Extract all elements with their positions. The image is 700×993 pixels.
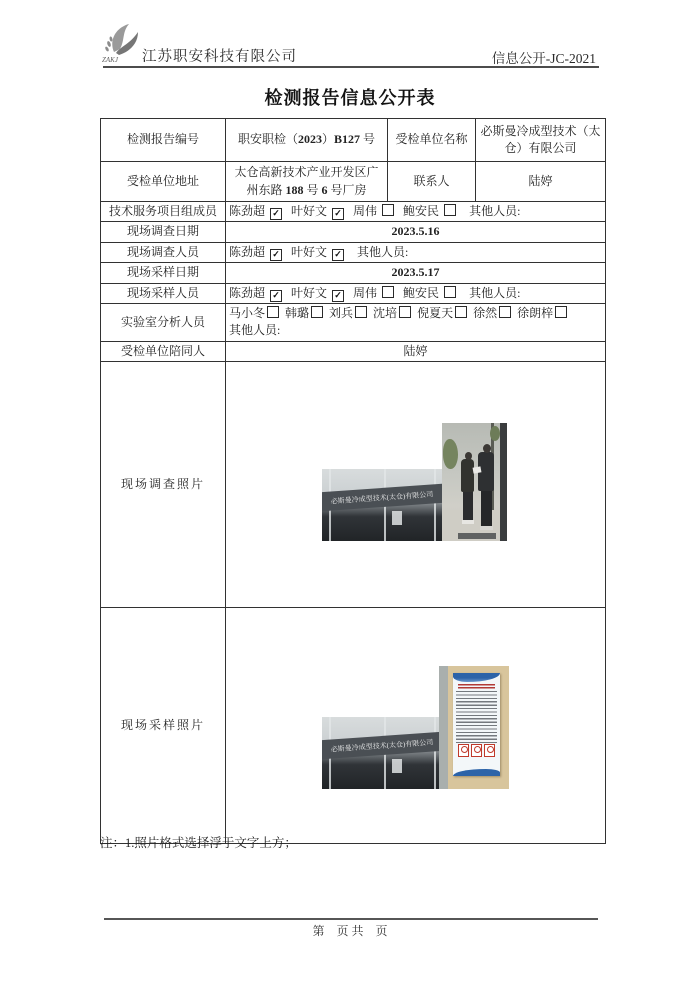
- member-checkbox-item: 鲍安民: [403, 286, 456, 300]
- entrance-banner: 必斯曼冷成型技术(太仓)有限公司: [322, 731, 442, 759]
- contact-value: 陆婷: [476, 162, 606, 202]
- footer-rule: [104, 918, 598, 920]
- checkbox-unchecked-icon: [499, 306, 511, 318]
- contact-label: 联系人: [388, 162, 476, 202]
- row-report-no: [101, 119, 606, 162]
- checkbox-checked-icon: ✓: [270, 208, 282, 220]
- checkbox-checked-icon: ✓: [332, 249, 344, 261]
- page-number-text: 第 页 共 页: [312, 924, 388, 938]
- other-staff-label: 其他人员:: [469, 285, 521, 300]
- lab-staff-label: 实验室分析人员: [101, 303, 226, 341]
- other-staff-label: 其他人员:: [469, 204, 521, 218]
- escort-label: 受检单位陪同人: [101, 341, 226, 361]
- survey-photos-cell: [226, 362, 606, 608]
- checkbox-unchecked-icon: [399, 306, 411, 318]
- other-staff-label: 其他人员:: [357, 244, 409, 259]
- member-checkbox-item: 周伟: [353, 286, 394, 300]
- company-name: 江苏职安科技有限公司: [142, 49, 297, 65]
- photo-survey-people: [442, 423, 507, 541]
- project-team-members: [226, 202, 606, 222]
- photo-site-entrance: [322, 717, 442, 789]
- disclosure-form-table: [100, 118, 606, 844]
- svg-text:ZAKJ: ZAKJ: [102, 56, 118, 64]
- row-sampling-date: [101, 263, 606, 283]
- page-title: 检测报告信息公开表: [264, 88, 436, 108]
- row-survey-photos: [101, 362, 606, 608]
- row-project-team: [101, 202, 606, 222]
- warning-icon: [484, 744, 495, 757]
- plant: [490, 426, 500, 441]
- sampling-staff-label: 现场采样人员: [101, 283, 226, 303]
- warning-icon: [471, 744, 482, 757]
- checkbox-unchecked-icon: [311, 306, 323, 318]
- company-logo-icon: [98, 22, 144, 69]
- row-sampling-photos: [101, 608, 606, 844]
- row-lab-staff: [101, 303, 606, 341]
- sampling-photos-label: 现场采样照片: [101, 608, 226, 844]
- checkbox-unchecked-icon: [267, 306, 279, 318]
- row-sampling-staff: [101, 283, 606, 303]
- footnote: 注：1.照片格式选择浮于文字上方；: [100, 836, 297, 850]
- member-checkbox-item: 倪夏天: [417, 306, 467, 320]
- member-checkbox-item: 马小冬: [229, 306, 279, 320]
- report-no-label: 检测报告编号: [101, 119, 226, 162]
- survey-date-label: 现场调查日期: [101, 222, 226, 242]
- member-checkbox-item: 周伟: [353, 204, 394, 218]
- member-checkbox-item: 陈劲超 ✓: [229, 286, 282, 300]
- row-survey-date: [101, 222, 606, 242]
- header-rule: [103, 66, 599, 68]
- other-staff-label: 其他人员:: [229, 323, 281, 338]
- member-checkbox-item: 沈培: [373, 306, 411, 320]
- member-checkbox-item: 鲍安民: [403, 204, 456, 218]
- member-checkbox-item: 徐然: [473, 306, 511, 320]
- member-checkbox-item: 叶好文 ✓: [291, 204, 344, 218]
- entrance-banner: 必斯曼冷成型技术(太仓)有限公司: [322, 483, 442, 511]
- checkbox-unchecked-icon: [382, 204, 394, 216]
- sampling-photos-cell: [226, 608, 606, 844]
- plant: [443, 439, 458, 469]
- checkbox-unchecked-icon: [355, 306, 367, 318]
- warning-icon: [458, 744, 469, 757]
- row-unit-address: [101, 162, 606, 202]
- row-survey-staff: [101, 242, 606, 262]
- sampling-date-value: 2023.5.17: [226, 263, 606, 283]
- document-code: 信息公开-JC-2021: [491, 51, 596, 66]
- checkbox-unchecked-icon: [444, 204, 456, 216]
- checkbox-unchecked-icon: [455, 306, 467, 318]
- photo-notice-poster: [439, 666, 509, 789]
- row-escort: [101, 341, 606, 361]
- checkbox-unchecked-icon: [382, 286, 394, 298]
- checkbox-checked-icon: ✓: [332, 208, 344, 220]
- member-checkbox-item: 陈劲超 ✓: [229, 245, 282, 259]
- member-checkbox-item: 叶好文 ✓: [291, 286, 344, 300]
- member-checkbox-item: 韩璐: [285, 306, 323, 320]
- sampling-date-label: 现场采样日期: [101, 263, 226, 283]
- survey-staff-label: 现场调查人员: [101, 242, 226, 262]
- checkbox-checked-icon: ✓: [332, 290, 344, 302]
- survey-date-value: 2023.5.16: [226, 222, 606, 242]
- member-checkbox-item: 刘兵: [329, 306, 367, 320]
- notice-poster: [453, 673, 500, 776]
- unit-name-value: 必斯曼冷成型技术（太仓）有限公司: [476, 119, 606, 162]
- report-no-value: 职安职检（2023）B127 号: [226, 119, 388, 162]
- checkbox-checked-icon: ✓: [270, 249, 282, 261]
- unit-address-label: 受检单位地址: [101, 162, 226, 202]
- checkbox-checked-icon: ✓: [270, 290, 282, 302]
- unit-address-value: 太仓高新技术产业开发区广州东路 188 号 6 号厂房: [226, 162, 388, 202]
- checkbox-unchecked-icon: [444, 286, 456, 298]
- survey-staff-members: [226, 242, 606, 262]
- member-checkbox-item: 徐朗梓: [517, 306, 567, 320]
- project-team-label: 技术服务项目组成员: [101, 202, 226, 222]
- unit-name-label: 受检单位名称: [388, 119, 476, 162]
- sampling-staff-members: [226, 283, 606, 303]
- member-checkbox-item: 陈劲超 ✓: [229, 204, 282, 218]
- member-checkbox-item: 叶好文 ✓: [291, 245, 344, 259]
- photo-site-entrance: [322, 469, 442, 541]
- lab-staff-members: [226, 303, 606, 341]
- survey-photos-label: 现场调查照片: [101, 362, 226, 608]
- escort-value: 陆婷: [226, 341, 606, 361]
- checkbox-unchecked-icon: [555, 306, 567, 318]
